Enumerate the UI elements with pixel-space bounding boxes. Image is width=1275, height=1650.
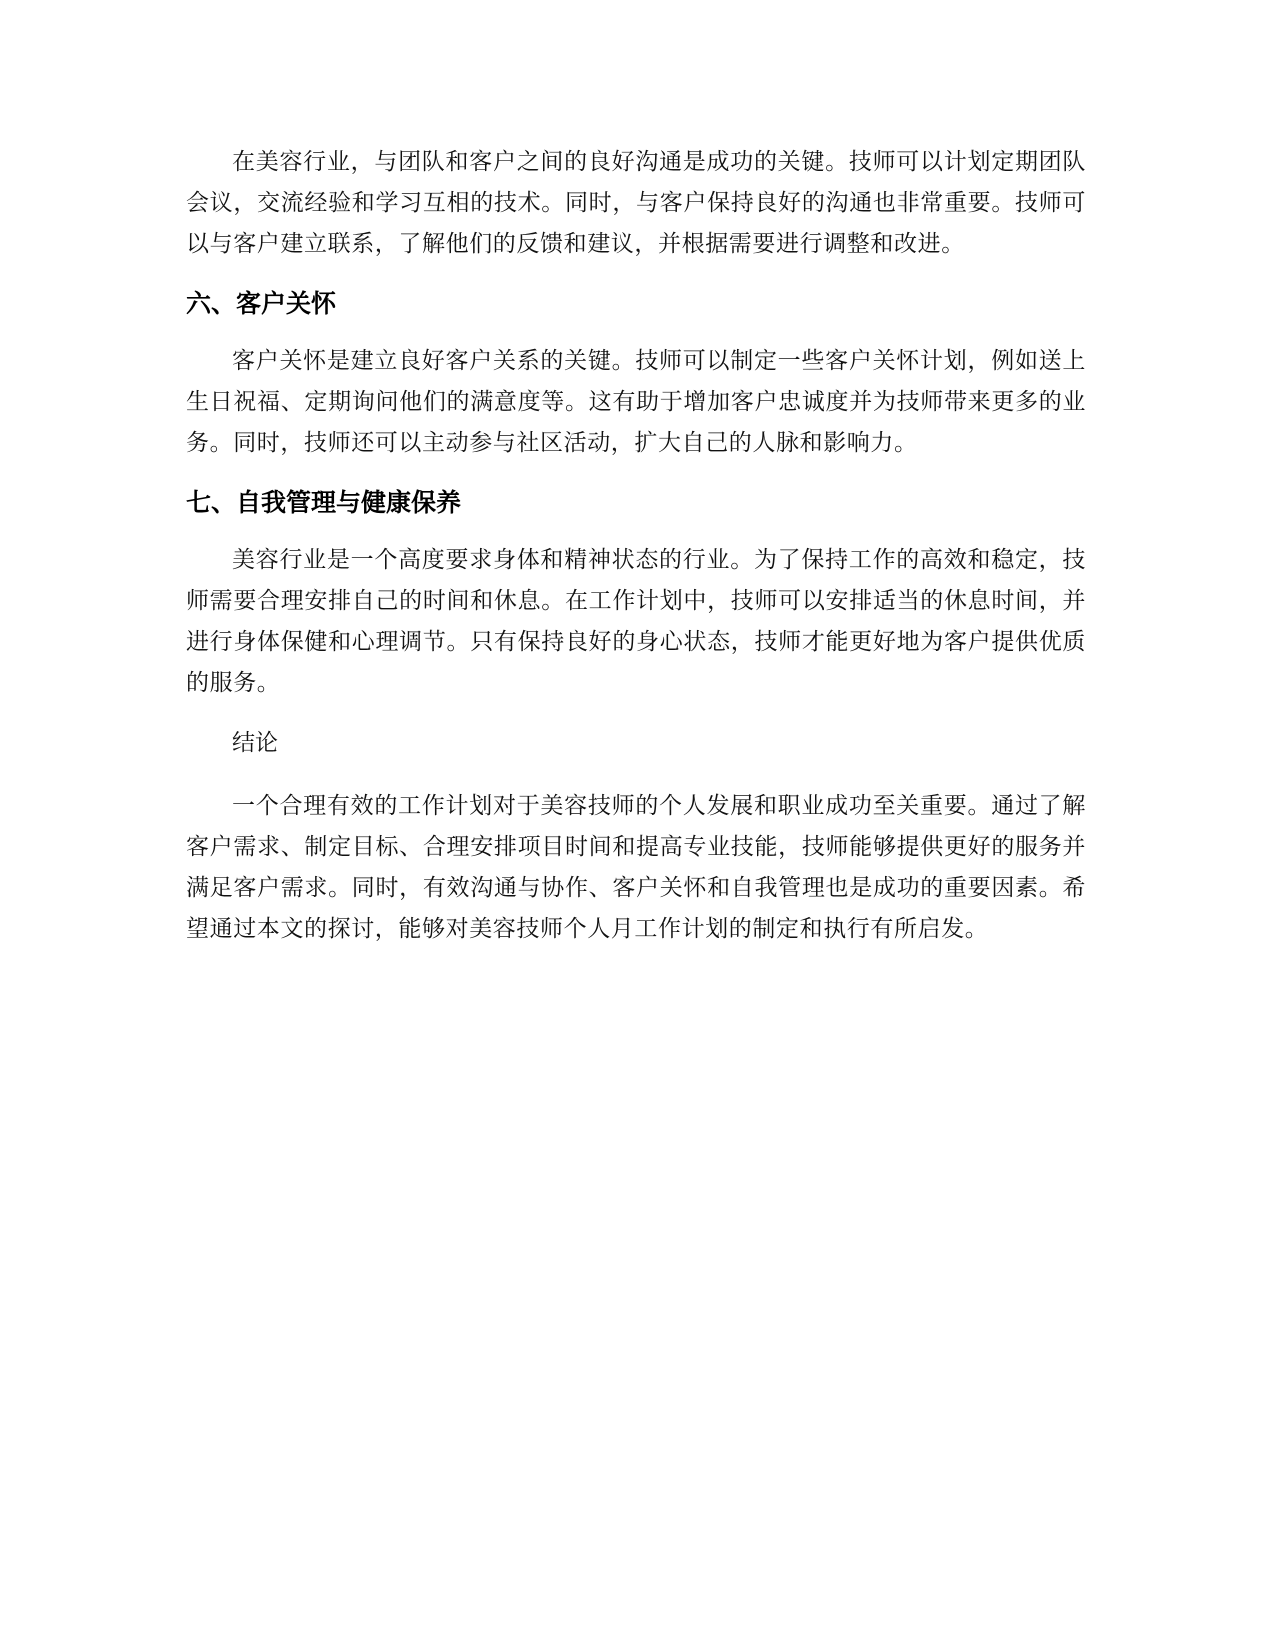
section-heading-self-management: 七、自我管理与健康保养 [186,488,462,517]
document-body [186,142,1086,972]
conclusion-label: 结论 [232,730,278,756]
self-management-paragraph: 美容行业是一个高度要求身体和精神状态的行业。为了保持工作的高效和稳定，技师需要合理安排自己的时间和休息。在工作计划中，技师可以安排适当的休息时间，并进行身体保健和心理调节。只有保持良好的身心状态，技师才能更好地为客户提供优质的服务。 [186,547,1086,696]
section-heading-customer-care: 六、客户关怀 [186,289,337,318]
intro-paragraph: 在美容行业，与团队和客户之间的良好沟通是成功的关键。技师可以计划定期团队会议，交流经验和学习互相的技术。同时，与客户保持良好的沟通也非常重要。技师可以与客户建立联系，了解他们的反馈和建议，并根据需要进行调整和改进。 [186,149,1086,257]
customer-care-paragraph: 客户关怀是建立良好客户关系的关键。技师可以制定一些客户关怀计划，例如送上生日祝福、定期询问他们的满意度等。这有助于增加客户忠诚度并为技师带来更多的业务。同时，技师还可以主动参与社区活动，扩大自己的人脉和影响力。 [186,348,1086,456]
conclusion-paragraph: 一个合理有效的工作计划对于美容技师的个人发展和职业成功至关重要。通过了解客户需求、制定目标、合理安排项目时间和提高专业技能，技师能够提供更好的服务并满足客户需求。同时，有效沟通与协作、客户关怀和自我管理也是成功的重要因素。希望通过本文的探讨，能够对美容技师个人月工作计划的制定和执行有所启发。 [186,793,1086,942]
